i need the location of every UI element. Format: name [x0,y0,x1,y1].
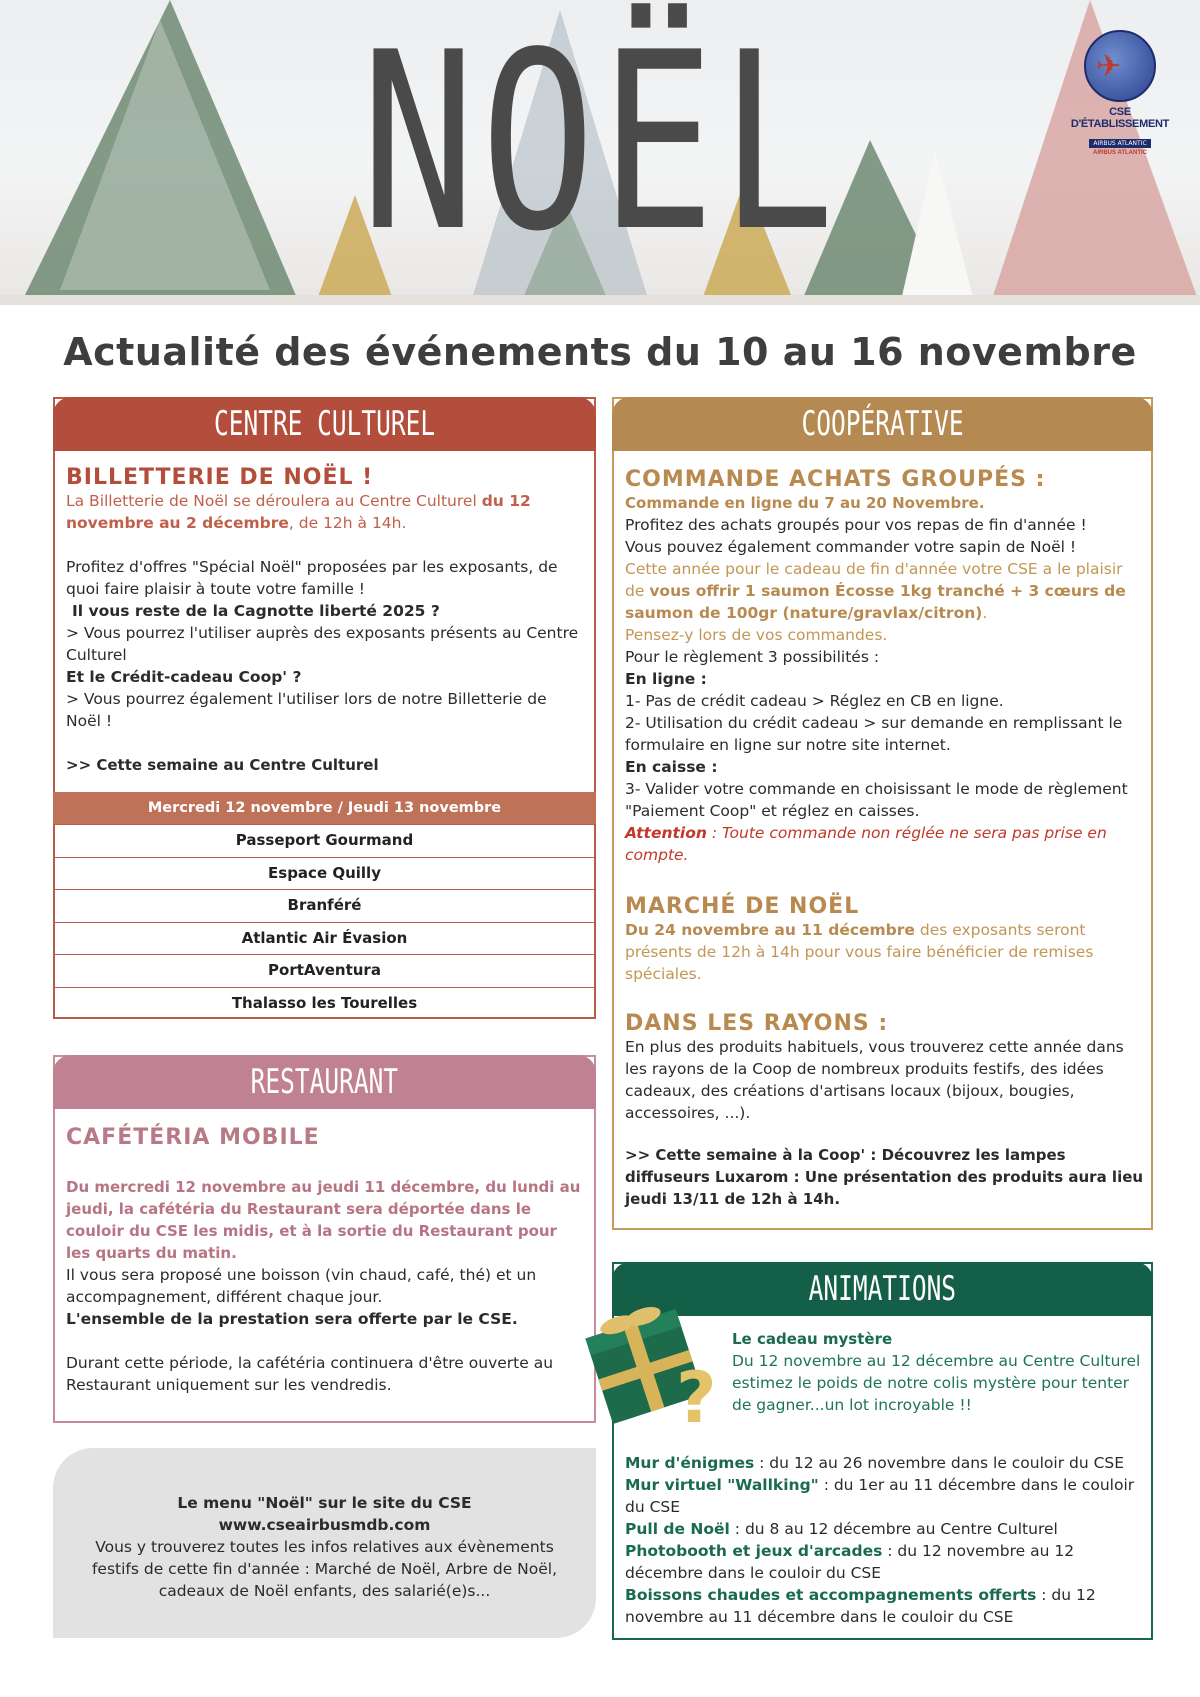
credit-answer: > Vous pourrez également l'utiliser lors de notre Billetterie de Noël ! [66,690,547,730]
marche-title: MARCHÉ DE NOËL [625,894,860,919]
payment-option-2: 2- Utilisation du crédit cadeau > sur demande en remplissant le formulaire en ligne sur notre site internet. [625,714,1123,754]
cafeteria-offered: L'ensemble de la prestation sera offerte par le CSE. [66,1310,518,1328]
list-item: Photobooth et jeux d'arcades : du 12 novembre au 12 décembre dans le couloir du CSE [625,1542,1075,1582]
cse-logo [1060,30,1180,156]
restaurant-header: RESTAURANT [53,1055,596,1109]
restaurant-section [53,1055,596,1423]
centre-culturel-header: CENTRE CULTUREL [53,397,596,451]
list-item: Pull de Noël : du 8 au 12 décembre au Centre Culturel [625,1520,1058,1538]
payment-option-3: 3- Valider votre commande en choisissant le mode de règlement "Paiement Coop" et réglez en caisses. [625,780,1128,820]
animations-list [625,1452,1145,1628]
cooperative-section [612,397,1153,1230]
headline: Actualité des événements du 10 au 16 novembre [63,330,1137,374]
site-link[interactable]: www.cseairbusmdb.com [218,1516,431,1534]
animations-section [612,1262,1153,1640]
globe-plane-icon: ✈ [1084,30,1156,102]
logo-line-1: CSE D'ÉTABLISSEMENT [1070,106,1170,130]
animations-header: ANIMATIONS [612,1262,1153,1316]
banner-title: NOËL [360,0,840,285]
list-item: Mur d'énigmes : du 12 au 26 novembre dans le couloir du CSE [625,1454,1125,1472]
offers-text: Profitez d'offres "Spécial Noël" proposées par les exposants, de quoi faire plaisir à toute votre famille ! [66,558,558,598]
info-description: Vous y trouverez toutes les infos relatives aux évènements festifs de cette fin d'année : Marché de Noël, Arbre de Noël, cadeaux de Noël enfants, des salarié(e)s... [91,1538,558,1600]
online-order-dates: Commande en ligne du 7 au 20 Novembre. [625,494,985,512]
payment-option-1: 1- Pas de crédit cadeau > Réglez en CB en ligne. [625,692,1004,710]
cagnotte-question: Il vous reste de la Cagnotte liberté 2025 ? [72,602,440,620]
coop-p1: Profitez des achats groupés pour vos repas de fin d'année ! [625,516,1087,534]
cafeteria-title: CAFÉTÉRIA MOBILE [66,1125,320,1150]
gift-offer: Cette année pour le cadeau de fin d'année votre CSE a le plaisir de vous offrir 1 saumon Écosse 1kg tranché + 3 cœurs de saumon de 100gr (nature/gravlax/citron). [625,560,1126,622]
svg-text:?: ? [676,1357,717,1434]
cagnotte-answer: > Vous pourrez l'utiliser auprès des exposants présents au Centre Culturel [66,624,579,664]
rayons-text: En plus des produits habituels, vous trouverez cette année dans les rayons de la Coop de nombreux produits festifs, des idées cadeaux, des créations d'artisans locaux (bijoux, bougies, accessoires, ...). [625,1038,1124,1122]
online-heading: En ligne : [625,670,707,688]
logo-line-3: AIRBUS ATLANTIC [1093,150,1147,156]
billetterie-title: BILLETTERIE DE NOËL ! [66,465,374,490]
logo-line-2: AIRBUS ATLANTIC [1089,139,1150,148]
list-item: Espace Quilly [55,857,594,890]
caisse-heading: En caisse : [625,758,718,776]
achats-groupes-title: COMMANDE ACHATS GROUPÉS : [625,467,1046,492]
week-centre-culturel: >> Cette semaine au Centre Culturel [66,756,379,774]
rayons-title: DANS LES RAYONS : [625,1011,889,1036]
exhibitor-list [55,824,594,1019]
list-item: Passeport Gourmand [55,824,594,857]
mystery-title: Le cadeau mystère [732,1330,893,1348]
list-item: Thalasso les Tourelles [55,987,594,1020]
list-item: Atlantic Air Évasion [55,922,594,955]
centre-culturel-section [53,397,596,1019]
billetterie-intro: La Billetterie de Noël se déroulera au Centre Culturel du 12 novembre au 2 décembre, de 12h à 14h. [66,492,531,532]
list-item: PortAventura [55,954,594,987]
think-text: Pensez-y lors de vos commandes. [625,626,888,644]
cafeteria-period: Durant cette période, la cafétéria continuera d'être ouverte au Restaurant uniquement sur les vendredis. [66,1354,554,1394]
cafeteria-dates: Du mercredi 12 novembre au jeudi 11 décembre, du lundi au jeudi, la cafétéria du Restaurant sera déportée dans le couloir du CSE les midis, et à la sortie du Restaurant pour les quarts du matin. [66,1178,581,1262]
cooperative-header: COOPÉRATIVE [612,397,1153,451]
banner [0,0,1200,305]
credit-question: Et le Crédit-cadeau Coop' ? [66,668,302,686]
week-coop: >> Cette semaine à la Coop' : Découvrez les lampes diffuseurs Luxarom : Une présentation des produits aura lieu jeudi 13/11 de 12h à 14h. [625,1146,1144,1208]
attention-note: Attention : Toute commande non réglée ne sera pas prise en compte. [625,824,1107,864]
marche-text: Du 24 novembre au 11 décembre des exposants seront présents de 12h à 14h pour vous faire bénéficier de remises spéciales. [625,921,1094,983]
list-item: Branféré [55,889,594,922]
date-bar: Mercredi 12 novembre / Jeudi 13 novembre [53,792,596,824]
coop-p2: Vous pouvez également commander votre sapin de Noël ! [625,538,1077,556]
gift-icon [578,1294,728,1434]
noel-menu-info [53,1448,596,1638]
mystery-gift-block [732,1328,1142,1416]
cafeteria-drink: Il vous sera proposé une boisson (vin chaud, café, thé) et un accompagnement, différent chaque jour. [66,1266,537,1306]
mystery-text: Du 12 novembre au 12 décembre au Centre Culturel estimez le poids de notre colis mystère pour tenter de gagner...un lot incroyable !! [732,1352,1141,1414]
list-item: Boissons chaudes et accompagnements offerts : du 12 novembre au 11 décembre dans le couloir du CSE [625,1586,1096,1626]
list-item: Mur virtuel "Wallking" : du 1er au 11 décembre dans le couloir du CSE [625,1476,1135,1516]
payment-intro: Pour le règlement 3 possibilités : [625,648,880,666]
info-menu-line: Le menu "Noël" sur le site du CSE [177,1494,472,1512]
